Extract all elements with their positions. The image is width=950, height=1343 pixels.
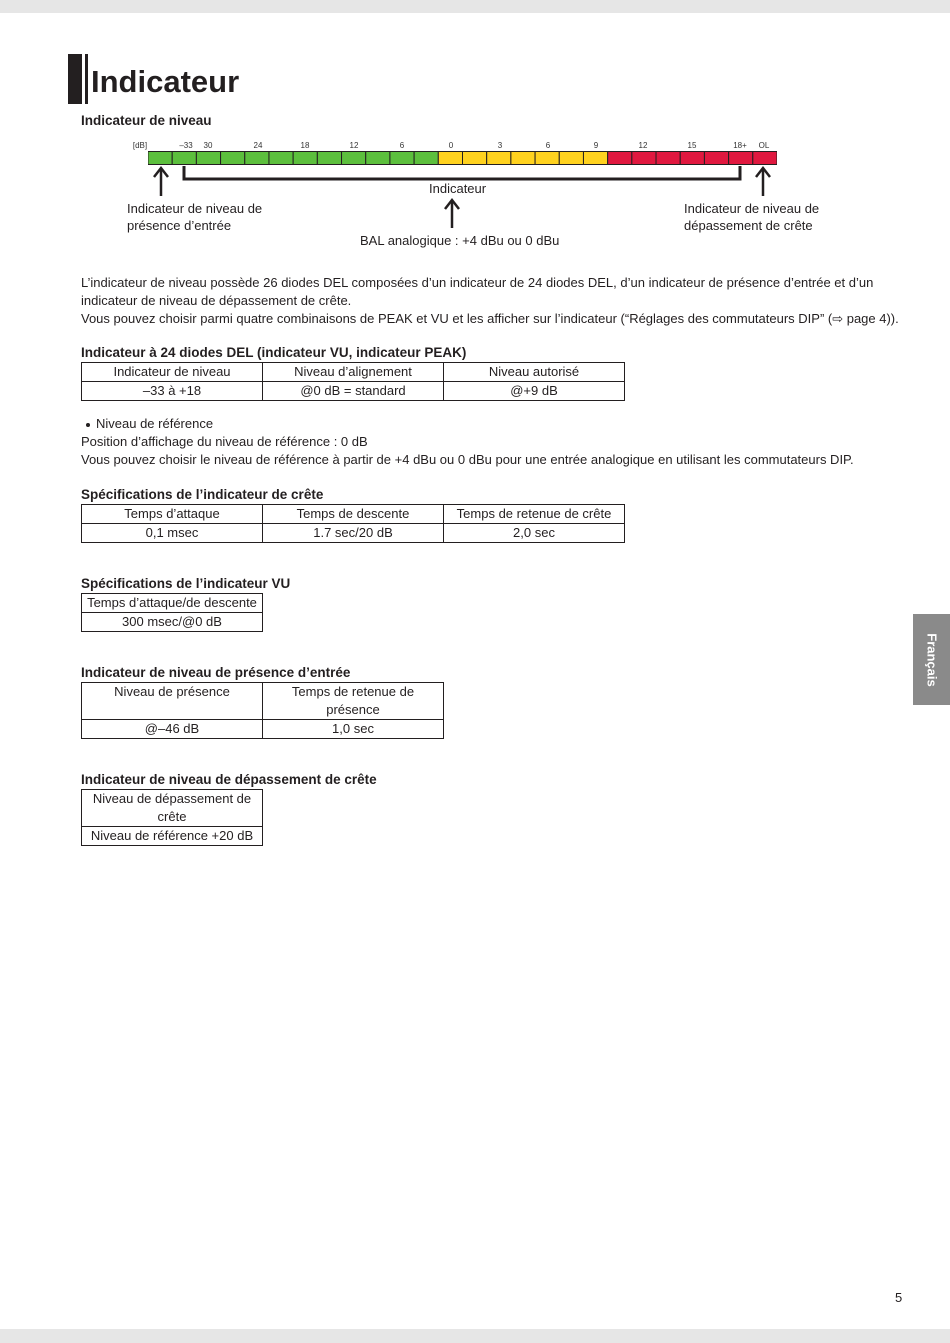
table-row [82,524,625,543]
reference-line2: Vous pouvez choisir le niveau de référence à partir de +4 dBu ou 0 dBu pour une entrée analogique en utilisant les commutateurs DIP. [81,452,854,467]
table-presence [81,682,444,739]
led-segment [487,152,511,165]
table-cell: 1,0 sec [263,720,444,739]
scale-label: 3 [497,141,503,150]
table-cell: Temps d’attaque [82,505,263,524]
table-vu [81,593,263,632]
table-row [82,683,444,720]
led-segment [342,152,366,165]
scale-label: OL [758,141,770,150]
table-cell: Temps de retenue de crête [444,505,625,524]
indicator-bracket [184,166,740,179]
table-cell: @+9 dB [444,382,625,401]
scale-label: 18+ [733,141,747,150]
scale-label: 24 [253,141,263,150]
led-segment [583,152,607,165]
table-cell: 300 msec/@0 dB [82,613,263,632]
table-cell: Indicateur de niveau [82,363,263,382]
led-segment [221,152,245,165]
peak-over-label-line2: dépassement de crête [684,218,813,233]
table-cell-line: crête [157,809,187,824]
intro-line3: Vous pouvez choisir parmi quatre combinaisons de PEAK et VU et les afficher sur l’indicateur (“Réglages des commutateurs DIP” (⇨ page 4)). [81,311,899,326]
led-segment [656,152,680,165]
led-segment [196,152,220,165]
intro-line1: L’indicateur de niveau possède 26 diodes DEL composées d’un indicateur de 24 diodes DEL, d’un indicateur de présence d’entrée et d’un [81,275,874,290]
table-cell: Temps d’attaque/de descente [82,594,263,613]
led-segment [269,152,293,165]
scale-label: 12 [349,141,359,150]
table-cell-line: Temps de retenue de [291,684,415,699]
page-number: 5 [895,1290,903,1305]
table-peak [81,504,625,543]
table-over [81,789,263,846]
led-segment [390,152,414,165]
led-segment [729,152,753,165]
table-cell: Niveau d’alignement [263,363,444,382]
scale-label: 0 [448,141,454,150]
scale-label: 6 [545,141,551,150]
table-cell-line: présence [326,702,380,717]
led-segment [172,152,196,165]
led-segment [317,152,341,165]
led-segment [438,152,462,165]
scale-label: 6 [399,141,405,150]
peak-over-arrow-icon [756,168,770,196]
title-marker-thin [85,54,88,104]
table-cell: 1.7 sec/20 dB [263,524,444,543]
page-title: Indicateur [91,64,240,99]
top-bar [0,0,950,13]
led-segment [753,152,777,165]
table-cell [82,790,263,827]
led-segment [414,152,438,165]
table-peak-heading: Spécifications de l’indicateur de crête [81,487,324,502]
table-cell [263,683,444,720]
peak-over-label-line1: Indicateur de niveau de [684,201,820,216]
table-cell: Temps de descente [263,505,444,524]
table-over-heading: Indicateur de niveau de dépassement de crête [81,772,377,787]
indicator-label: Indicateur [429,181,487,196]
table-row [82,613,263,632]
table-row [82,505,625,524]
bottom-bar [0,1329,950,1343]
led-segment [463,152,487,165]
input-presence-label-line2: présence d’entrée [127,218,232,233]
scale-label: 15 [687,141,697,150]
language-tab-label: Français [924,632,939,687]
bal-arrow-icon [445,200,459,228]
input-presence-arrow-icon [154,168,168,196]
table-row [82,720,444,739]
led-segment [632,152,656,165]
table-row [82,363,625,382]
scale-label: –33 [179,141,193,150]
led-segment [366,152,390,165]
table-cell-line: Niveau de dépassement de [92,791,252,806]
table-24led [81,362,625,401]
table-vu-heading: Spécifications de l’indicateur VU [81,576,291,591]
scale-label: 9 [593,141,599,150]
table-cell: 2,0 sec [444,524,625,543]
table-row [82,827,263,846]
bullet-icon [86,423,90,427]
table-cell: @0 dB = standard [263,382,444,401]
led-segment [511,152,535,165]
table-cell: @–46 dB [82,720,263,739]
led-segment [535,152,559,165]
led-segment [148,152,172,165]
table-cell: Niveau autorisé [444,363,625,382]
led-segment [559,152,583,165]
led-meter [148,151,777,165]
table-cell: 0,1 msec [82,524,263,543]
input-presence-label-line1: Indicateur de niveau de [127,201,263,216]
table-presence-heading: Indicateur de niveau de présence d’entrée [81,665,351,680]
reference-bullet [81,415,213,433]
led-segment [608,152,632,165]
led-segment [680,152,704,165]
led-segment [704,152,728,165]
led-segment [245,152,269,165]
table-24led-heading: Indicateur à 24 diodes DEL (indicateur VU, indicateur PEAK) [81,345,467,360]
intro-line2: indicateur de niveau de dépassement de crête. [81,293,352,308]
scale-label: 30 [203,141,213,150]
table-row [82,790,263,827]
level-indicator-heading: Indicateur de niveau [81,113,212,128]
led-segment [293,152,317,165]
bal-label: BAL analogique : +4 dBu ou 0 dBu [360,233,560,248]
scale-label: 18 [300,141,310,150]
title-marker [68,54,82,104]
table-cell: Niveau de référence +20 dB [82,827,263,846]
table-cell: Niveau de présence [82,683,263,720]
table-row [82,382,625,401]
reference-line1: Position d’affichage du niveau de référence : 0 dB [81,434,368,449]
table-row [82,594,263,613]
scale-unit: [dB] [132,141,148,150]
scale-label: 12 [638,141,648,150]
table-cell: –33 à +18 [82,382,263,401]
language-tab[interactable] [913,614,950,705]
reference-bullet-text: Niveau de référence [96,416,214,431]
